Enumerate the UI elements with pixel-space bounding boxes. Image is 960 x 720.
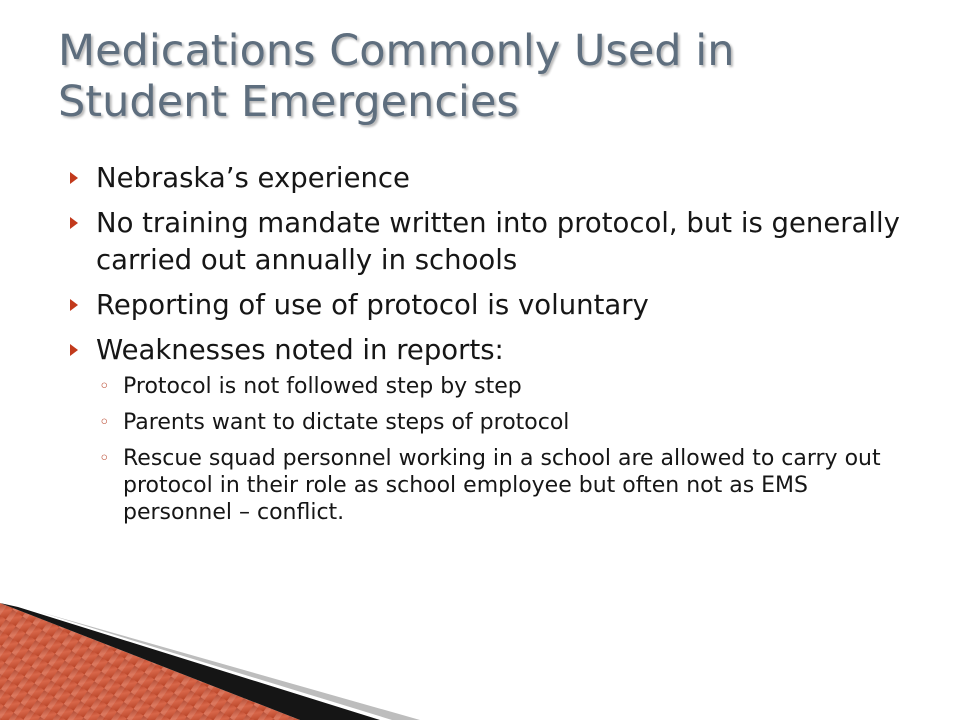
bullet-item-weaknesses	[70, 332, 920, 526]
sub-bullet-list	[96, 373, 920, 526]
bullet-item-training	[70, 205, 920, 279]
arrow-bullet-icon	[70, 172, 78, 184]
arrow-bullet-icon	[70, 217, 78, 229]
bullet-item-reporting	[70, 287, 920, 324]
arrow-bullet-icon	[70, 299, 78, 311]
bullet-text: No training mandate written into protocol, but is generally carried out annually in schools	[96, 207, 900, 276]
sub-bullet-text: Protocol is not followed step by step	[123, 374, 522, 399]
title-line-2: Student Emergencies	[58, 77, 519, 127]
bullet-text: Reporting of use of protocol is voluntary	[96, 289, 649, 321]
sub-bullet-text: Rescue squad personnel working in a school are allowed to carry out protocol in their role as school employee but often not as EMS personnel – conflict.	[123, 446, 881, 525]
slide-title	[58, 26, 918, 128]
bullet-text: Weaknesses noted in reports:	[96, 334, 504, 366]
bullet-text: Nebraska’s experience	[96, 162, 410, 194]
bullet-item-nebraska	[70, 160, 920, 197]
title-line-1: Medications Commonly Used in	[58, 26, 735, 76]
corner-decoration	[0, 590, 420, 720]
sub-bullet-text: Parents want to dictate steps of protocol	[123, 410, 570, 435]
bullet-list	[70, 160, 920, 535]
arrow-bullet-icon	[70, 344, 78, 356]
ring-bullet-icon: ◦	[99, 448, 110, 469]
ring-bullet-icon: ◦	[99, 376, 110, 397]
sub-bullet-item	[96, 373, 920, 400]
sub-bullet-item	[96, 445, 920, 526]
sub-bullet-item	[96, 409, 920, 436]
ring-bullet-icon: ◦	[99, 412, 110, 433]
